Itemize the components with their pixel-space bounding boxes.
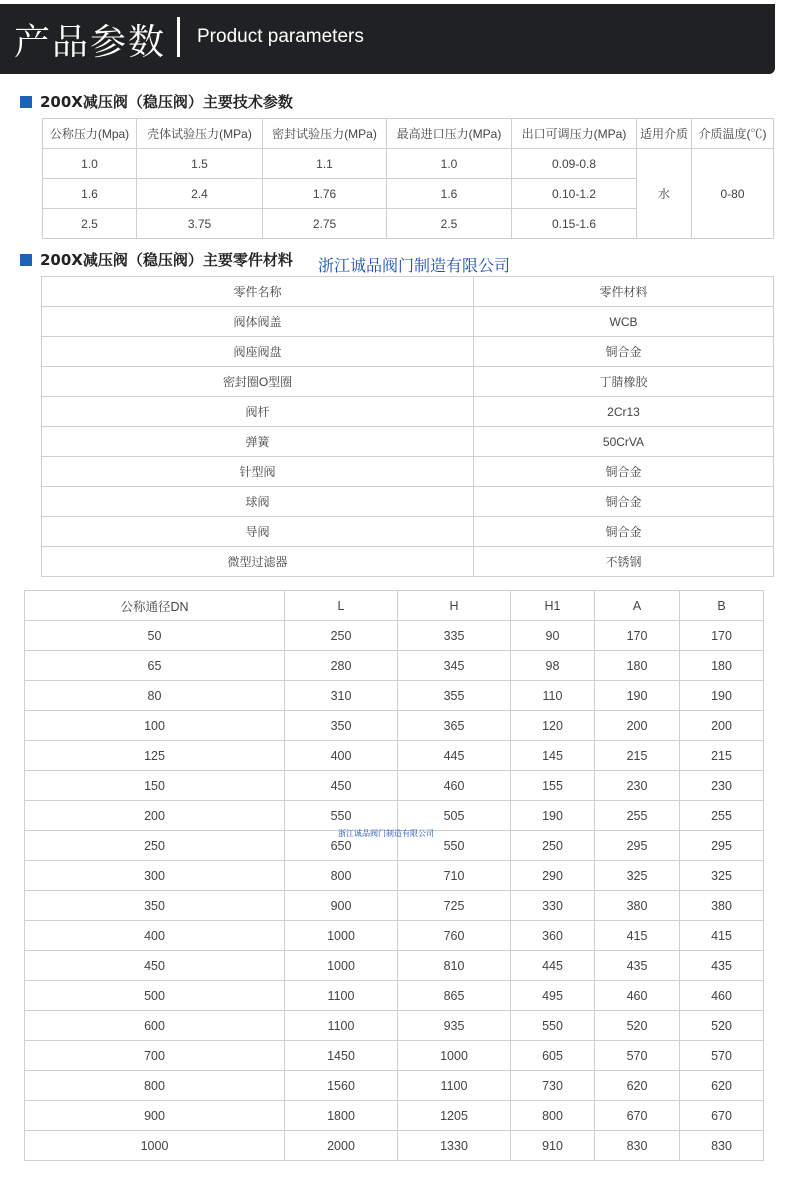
table-cell: 400 bbox=[25, 921, 285, 951]
table-cell: 1330 bbox=[398, 1131, 511, 1161]
table-cell: 325 bbox=[680, 861, 764, 891]
table-row bbox=[42, 397, 774, 427]
table-cell: 355 bbox=[398, 681, 511, 711]
table-cell: 650 bbox=[285, 831, 398, 861]
table-cell: 1800 bbox=[285, 1101, 398, 1131]
table-cell: 280 bbox=[285, 651, 398, 681]
table-cell: 1.6 bbox=[43, 179, 137, 209]
table-row bbox=[25, 801, 764, 831]
table-cell: 450 bbox=[285, 771, 398, 801]
banner-title-en: Product parameters bbox=[197, 26, 364, 47]
table-cell: 铜合金 bbox=[474, 517, 774, 547]
table-row bbox=[25, 1011, 764, 1041]
table-cell: 200 bbox=[25, 801, 285, 831]
company-name: 浙江诚品阀门制造有限公司 bbox=[318, 256, 511, 275]
header-cell: 零件材料 bbox=[474, 277, 774, 307]
table-cell: 2000 bbox=[285, 1131, 398, 1161]
header-cell: B bbox=[680, 591, 764, 621]
table-cell: 1000 bbox=[398, 1041, 511, 1071]
table-cell: 2.4 bbox=[137, 179, 263, 209]
table-cell: 170 bbox=[680, 621, 764, 651]
table-cell: 360 bbox=[511, 921, 595, 951]
table-cell: 935 bbox=[398, 1011, 511, 1041]
table-cell: 250 bbox=[511, 831, 595, 861]
header-cell: 介质温度(℃) bbox=[692, 119, 774, 149]
table-cell: 900 bbox=[285, 891, 398, 921]
table-cell: 弹簧 bbox=[42, 427, 474, 457]
table-cell: 2Cr13 bbox=[474, 397, 774, 427]
table-header-row bbox=[42, 277, 774, 307]
table-cell: 阀体阀盖 bbox=[42, 307, 474, 337]
header-cell: 最高进口压力(MPa) bbox=[387, 119, 512, 149]
table-cell: 325 bbox=[595, 861, 680, 891]
table-cell: 670 bbox=[595, 1101, 680, 1131]
table-cell: 570 bbox=[595, 1041, 680, 1071]
table-cell: 620 bbox=[595, 1071, 680, 1101]
table-row bbox=[25, 621, 764, 651]
table-cell: 50CrVA bbox=[474, 427, 774, 457]
header-cell: A bbox=[595, 591, 680, 621]
table-cell: 295 bbox=[595, 831, 680, 861]
table-cell: 345 bbox=[398, 651, 511, 681]
table-cell: 415 bbox=[680, 921, 764, 951]
table-cell: 2.75 bbox=[263, 209, 387, 239]
table-row bbox=[25, 711, 764, 741]
table-cell: 0.15-1.6 bbox=[512, 209, 637, 239]
table-cell: 800 bbox=[511, 1101, 595, 1131]
table-cell: 760 bbox=[398, 921, 511, 951]
table-cell: 1205 bbox=[398, 1101, 511, 1131]
table-cell: 1.5 bbox=[137, 149, 263, 179]
table-cell: 230 bbox=[680, 771, 764, 801]
header-cell: 适用介质 bbox=[637, 119, 692, 149]
table-cell: 800 bbox=[285, 861, 398, 891]
table-cell: 1.6 bbox=[387, 179, 512, 209]
table-cell: 微型过滤器 bbox=[42, 547, 474, 577]
table-row bbox=[25, 921, 764, 951]
table-cell: 310 bbox=[285, 681, 398, 711]
table-cell: 1.76 bbox=[263, 179, 387, 209]
table-cell: 335 bbox=[398, 621, 511, 651]
table-cell: 900 bbox=[25, 1101, 285, 1131]
table-cell: 215 bbox=[680, 741, 764, 771]
header-cell: 公称压力(Mpa) bbox=[43, 119, 137, 149]
company-watermark: 浙江诚品阀门制造有限公司 bbox=[338, 829, 434, 838]
table-cell: 250 bbox=[25, 831, 285, 861]
table-cell: 1.0 bbox=[43, 149, 137, 179]
table-row bbox=[25, 1071, 764, 1101]
table-header-row bbox=[43, 119, 774, 149]
table-cell: 1000 bbox=[25, 1131, 285, 1161]
table-cell: 1.1 bbox=[263, 149, 387, 179]
table-cell: 445 bbox=[511, 951, 595, 981]
table-cell: 1100 bbox=[285, 981, 398, 1011]
table-header-row bbox=[25, 591, 764, 621]
table-cell: 180 bbox=[595, 651, 680, 681]
table-cell: 865 bbox=[398, 981, 511, 1011]
table-cell: 215 bbox=[595, 741, 680, 771]
table-row bbox=[25, 681, 764, 711]
table-cell: 190 bbox=[595, 681, 680, 711]
table-row bbox=[42, 457, 774, 487]
header-cell: 零件名称 bbox=[42, 277, 474, 307]
table-cell: 铜合金 bbox=[474, 487, 774, 517]
table-row bbox=[25, 1131, 764, 1161]
table-cell: 1450 bbox=[285, 1041, 398, 1071]
table-cell: 435 bbox=[680, 951, 764, 981]
table-cell: 1.0 bbox=[387, 149, 512, 179]
table-cell: 255 bbox=[595, 801, 680, 831]
banner-title-cn: 产品参数 bbox=[14, 22, 167, 63]
table-cell: 435 bbox=[595, 951, 680, 981]
table-cell: 155 bbox=[511, 771, 595, 801]
header-cell: H1 bbox=[511, 591, 595, 621]
table-cell: 125 bbox=[25, 741, 285, 771]
table-cell: 190 bbox=[511, 801, 595, 831]
table-cell: 505 bbox=[398, 801, 511, 831]
table-row bbox=[25, 861, 764, 891]
table-cell: 460 bbox=[680, 981, 764, 1011]
square-bullet-icon bbox=[20, 254, 32, 266]
temperature-cell: 0-80 bbox=[692, 149, 774, 239]
table-cell: 460 bbox=[398, 771, 511, 801]
table-cell: 350 bbox=[25, 891, 285, 921]
table-cell: 500 bbox=[25, 981, 285, 1011]
table-cell: 铜合金 bbox=[474, 337, 774, 367]
section-materials-heading bbox=[20, 249, 293, 270]
table-cell: 铜合金 bbox=[474, 457, 774, 487]
table-row bbox=[25, 1041, 764, 1071]
table-row bbox=[43, 149, 774, 179]
table-cell: 400 bbox=[285, 741, 398, 771]
medium-cell: 水 bbox=[637, 149, 692, 239]
table-cell: 1560 bbox=[285, 1071, 398, 1101]
table-cell: 110 bbox=[511, 681, 595, 711]
table-cell: 300 bbox=[25, 861, 285, 891]
header-cell: H bbox=[398, 591, 511, 621]
table-row bbox=[42, 547, 774, 577]
table-cell: 415 bbox=[595, 921, 680, 951]
table-cell: 670 bbox=[680, 1101, 764, 1131]
table-cell: 605 bbox=[511, 1041, 595, 1071]
table-cell: 445 bbox=[398, 741, 511, 771]
header-cell: L bbox=[285, 591, 398, 621]
table-cell: 180 bbox=[680, 651, 764, 681]
header-cell: 公称通径DN bbox=[25, 591, 285, 621]
table-cell: 380 bbox=[595, 891, 680, 921]
table-cell: 250 bbox=[285, 621, 398, 651]
table-cell: 0.09-0.8 bbox=[512, 149, 637, 179]
table-cell: 255 bbox=[680, 801, 764, 831]
table-cell: 830 bbox=[595, 1131, 680, 1161]
square-bullet-icon bbox=[20, 96, 32, 108]
table-cell: 90 bbox=[511, 621, 595, 651]
table-cell: 65 bbox=[25, 651, 285, 681]
table-cell: 50 bbox=[25, 621, 285, 651]
table-cell: 不锈钢 bbox=[474, 547, 774, 577]
table-cell: 80 bbox=[25, 681, 285, 711]
table-cell: 495 bbox=[511, 981, 595, 1011]
table-cell: 710 bbox=[398, 861, 511, 891]
dimensions-table bbox=[24, 590, 764, 1161]
header-cell: 密封试验压力(MPa) bbox=[263, 119, 387, 149]
table-cell: 1000 bbox=[285, 921, 398, 951]
table-cell: 120 bbox=[511, 711, 595, 741]
section-title: 200X减压阀（稳压阀）主要技术参数 bbox=[40, 93, 293, 111]
table-cell: 100 bbox=[25, 711, 285, 741]
table-cell: 700 bbox=[25, 1041, 285, 1071]
table-cell: 810 bbox=[398, 951, 511, 981]
table-cell: 150 bbox=[25, 771, 285, 801]
table-cell: 1100 bbox=[285, 1011, 398, 1041]
table-cell: 3.75 bbox=[137, 209, 263, 239]
table-cell: 365 bbox=[398, 711, 511, 741]
table-cell: 550 bbox=[511, 1011, 595, 1041]
table-cell: 丁腈橡胶 bbox=[474, 367, 774, 397]
header-cell: 壳体试验压力(MPa) bbox=[137, 119, 263, 149]
table-cell: 800 bbox=[25, 1071, 285, 1101]
table-cell: 520 bbox=[595, 1011, 680, 1041]
table-cell: 阀杆 bbox=[42, 397, 474, 427]
table-row bbox=[25, 891, 764, 921]
table-row bbox=[25, 981, 764, 1011]
table-row bbox=[42, 307, 774, 337]
table-row bbox=[25, 771, 764, 801]
section-title: 200X减压阀（稳压阀）主要零件材料 bbox=[40, 251, 293, 269]
table-cell: 380 bbox=[680, 891, 764, 921]
table-cell: 1000 bbox=[285, 951, 398, 981]
table-cell: 密封圈O型圈 bbox=[42, 367, 474, 397]
table-cell: 450 bbox=[25, 951, 285, 981]
table-cell: 1100 bbox=[398, 1071, 511, 1101]
table-row bbox=[42, 517, 774, 547]
table-cell: 2.5 bbox=[387, 209, 512, 239]
table-row bbox=[42, 337, 774, 367]
table-cell: 2.5 bbox=[43, 209, 137, 239]
table-cell: 295 bbox=[680, 831, 764, 861]
table-cell: 620 bbox=[680, 1071, 764, 1101]
table-cell: 98 bbox=[511, 651, 595, 681]
table-cell: 550 bbox=[398, 831, 511, 861]
header-banner bbox=[0, 4, 775, 74]
table-cell: 球阀 bbox=[42, 487, 474, 517]
table-row bbox=[42, 427, 774, 457]
table-cell: 阀座阀盘 bbox=[42, 337, 474, 367]
technical-params-table bbox=[42, 118, 774, 239]
table-cell: 针型阀 bbox=[42, 457, 474, 487]
section-technical-params-heading bbox=[20, 91, 293, 112]
table-cell: 170 bbox=[595, 621, 680, 651]
materials-table bbox=[41, 276, 774, 577]
banner-divider bbox=[177, 17, 180, 57]
table-cell: 190 bbox=[680, 681, 764, 711]
table-cell: 910 bbox=[511, 1131, 595, 1161]
table-cell: 550 bbox=[285, 801, 398, 831]
table-cell: 725 bbox=[398, 891, 511, 921]
table-cell: 730 bbox=[511, 1071, 595, 1101]
header-cell: 出口可调压力(MPa) bbox=[512, 119, 637, 149]
table-cell: 460 bbox=[595, 981, 680, 1011]
table-cell: WCB bbox=[474, 307, 774, 337]
table-cell: 330 bbox=[511, 891, 595, 921]
table-cell: 830 bbox=[680, 1131, 764, 1161]
table-cell: 导阀 bbox=[42, 517, 474, 547]
table-cell: 0.10-1.2 bbox=[512, 179, 637, 209]
table-row bbox=[25, 651, 764, 681]
table-cell: 200 bbox=[680, 711, 764, 741]
table-cell: 520 bbox=[680, 1011, 764, 1041]
table-cell: 200 bbox=[595, 711, 680, 741]
table-cell: 145 bbox=[511, 741, 595, 771]
table-row bbox=[25, 1101, 764, 1131]
table-cell: 570 bbox=[680, 1041, 764, 1071]
table-row bbox=[25, 951, 764, 981]
table-row bbox=[42, 487, 774, 517]
table-cell: 600 bbox=[25, 1011, 285, 1041]
table-cell: 290 bbox=[511, 861, 595, 891]
table-cell: 230 bbox=[595, 771, 680, 801]
table-row bbox=[25, 741, 764, 771]
table-cell: 350 bbox=[285, 711, 398, 741]
table-row bbox=[42, 367, 774, 397]
